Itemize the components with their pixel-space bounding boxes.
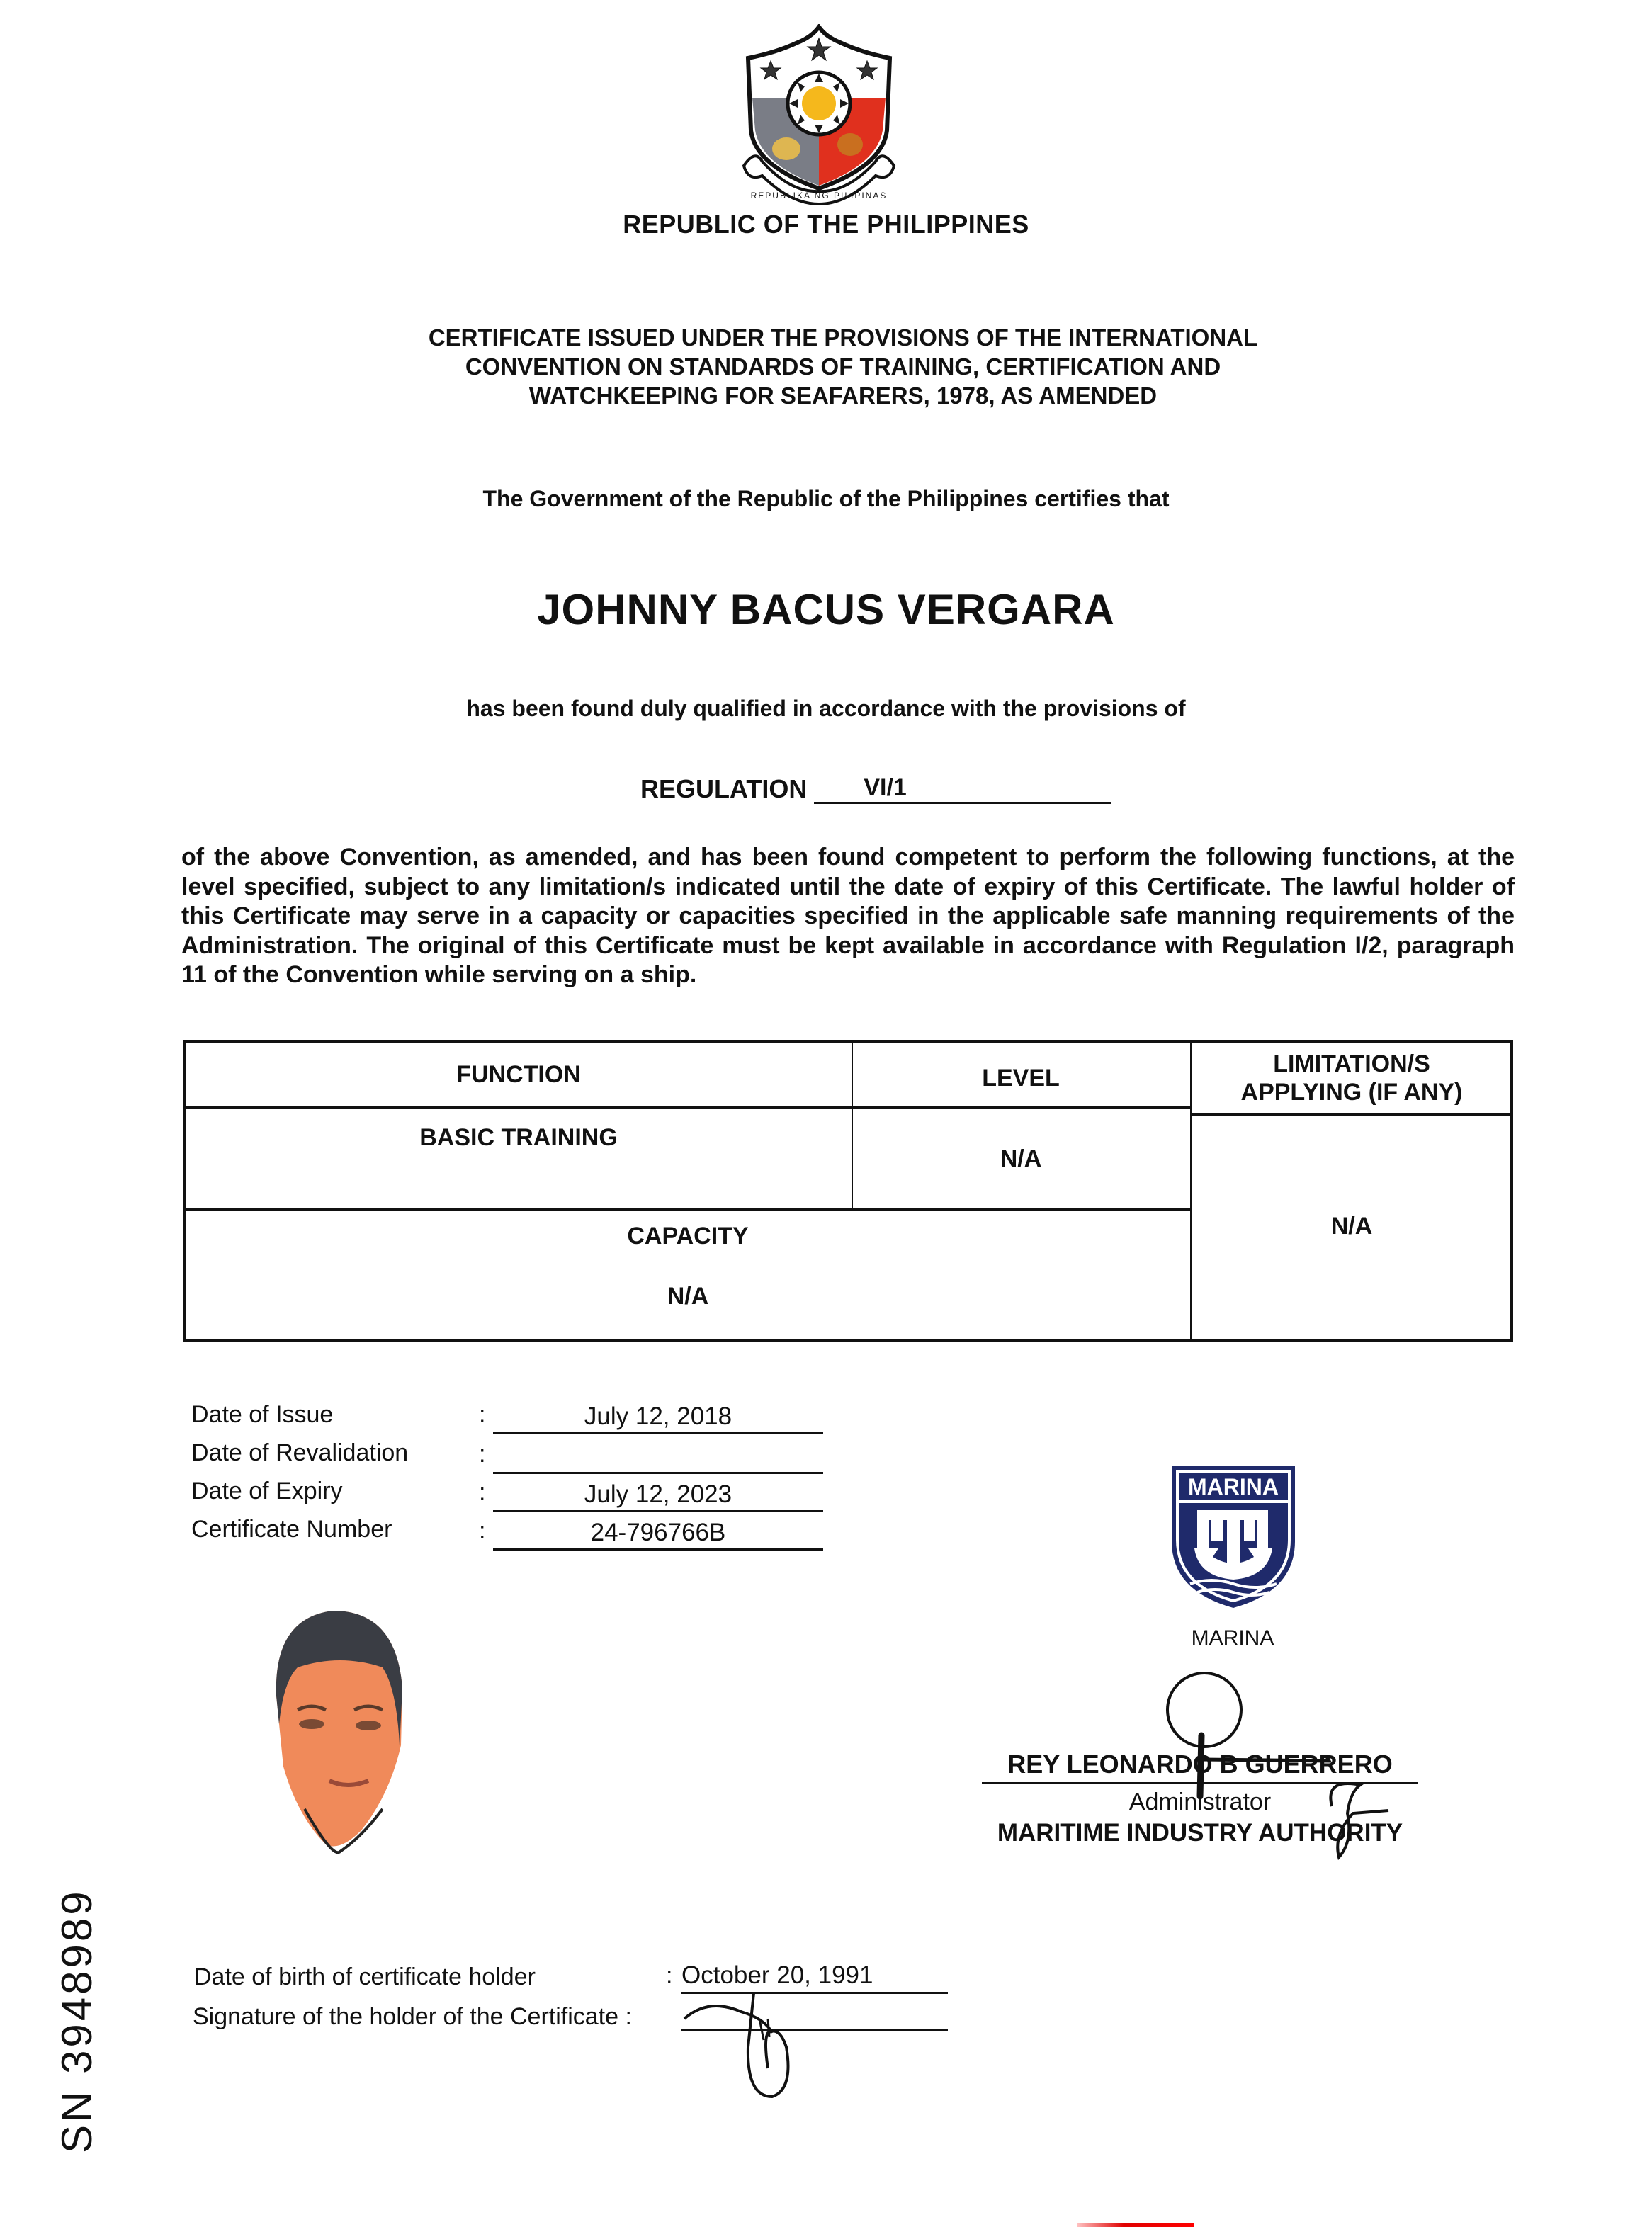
issue-date-value: July 12, 2018 bbox=[493, 1401, 823, 1434]
dob-value: October 20, 1991 bbox=[681, 1959, 948, 1994]
colon: : bbox=[479, 1401, 486, 1428]
capacity-value: N/A bbox=[667, 1282, 709, 1310]
issue-date-label: Date of Issue bbox=[191, 1401, 334, 1428]
holder-signature-label: Signature of the holder of the Certificate : bbox=[193, 2003, 632, 2030]
dob-label: Date of birth of certificate holder bbox=[194, 1964, 536, 1990]
holder-name: JOHNNY BACUS VERGARA bbox=[537, 586, 1115, 633]
coat-of-arms-seal-icon bbox=[734, 24, 904, 207]
header-limitations: LIMITATION/S APPLYING (IF ANY) bbox=[1240, 1050, 1463, 1106]
marina-logo-text: MARINA bbox=[1188, 1474, 1279, 1500]
qualified-text: has been found duly qualified in accordance with the provisions of bbox=[466, 696, 1186, 721]
serial-number: SN 3948989 bbox=[53, 1888, 101, 2153]
certifies-intro: The Government of the Republic of the Philippines certifies that bbox=[482, 486, 1170, 511]
competence-table bbox=[183, 1040, 1513, 1342]
limitations-value: N/A bbox=[1330, 1212, 1373, 1240]
colon: : bbox=[479, 1517, 486, 1544]
signatory-title: Administrator bbox=[1128, 1789, 1272, 1815]
holder-signature bbox=[680, 1990, 878, 2104]
header-level: LEVEL bbox=[982, 1064, 1060, 1092]
header-function: FUNCTION bbox=[456, 1060, 581, 1088]
marina-shield-logo-icon bbox=[1169, 1463, 1298, 1609]
regulation-value: VI/1 bbox=[864, 774, 907, 801]
issuing-organization: MARITIME INDUSTRY AUTHORITY bbox=[997, 1819, 1403, 1847]
function-value: BASIC TRAINING bbox=[419, 1123, 618, 1151]
regulation-label: REGULATION bbox=[640, 774, 808, 803]
level-value: N/A bbox=[1000, 1145, 1042, 1172]
regulation-field bbox=[640, 774, 1111, 804]
colon: : bbox=[666, 1962, 673, 1989]
marina-caption: MARINA bbox=[1191, 1626, 1274, 1650]
holder-photo bbox=[269, 1604, 411, 1859]
convention-line: WATCHKEEPING FOR SEAFARERS, 1978, AS AMENDED bbox=[528, 382, 1158, 409]
regulation-underline bbox=[814, 774, 1111, 804]
competence-paragraph: of the above Convention, as amended, and has been found competent to perform the following functions, at the level specified, subject to any limitation/s indicated until the date of expiry of this Certificate. The lawful holder of this Certificate may serve in a capacity or capacities specified in the applicable safe manning requirements of the Administration. The original of this Certificate must be kept available in accordance with Regulation I/2, paragraph 11 of the Convention while serving on a ship. bbox=[181, 844, 1515, 988]
signatory-name: REY LEONARDO B GUERRERO bbox=[982, 1750, 1418, 1784]
revalidation-date-value bbox=[493, 1441, 823, 1474]
convention-line: CERTIFICATE ISSUED UNDER THE PROVISIONS OF THE INTERNATIONAL bbox=[428, 324, 1258, 351]
red-edge-mark bbox=[1077, 2223, 1194, 2227]
convention-heading bbox=[312, 323, 1374, 410]
country-title: REPUBLIC OF THE PHILIPPINES bbox=[623, 210, 1029, 239]
certificate-number-label: Certificate Number bbox=[191, 1516, 392, 1543]
colon: : bbox=[479, 1479, 486, 1506]
colon: : bbox=[479, 1441, 486, 1468]
convention-line: CONVENTION ON STANDARDS OF TRAINING, CERTIFICATION AND bbox=[465, 353, 1221, 380]
expiry-date-value: July 12, 2023 bbox=[493, 1479, 823, 1512]
signatory-block bbox=[982, 1750, 1418, 1847]
certificate-number-value: 24-796766B bbox=[493, 1517, 823, 1551]
seal-motto: REPUBLIKA NG PILIPINAS bbox=[750, 191, 888, 200]
revalidation-date-label: Date of Revalidation bbox=[191, 1439, 409, 1466]
expiry-date-label: Date of Expiry bbox=[191, 1478, 343, 1504]
capacity-label: CAPACITY bbox=[627, 1222, 749, 1250]
